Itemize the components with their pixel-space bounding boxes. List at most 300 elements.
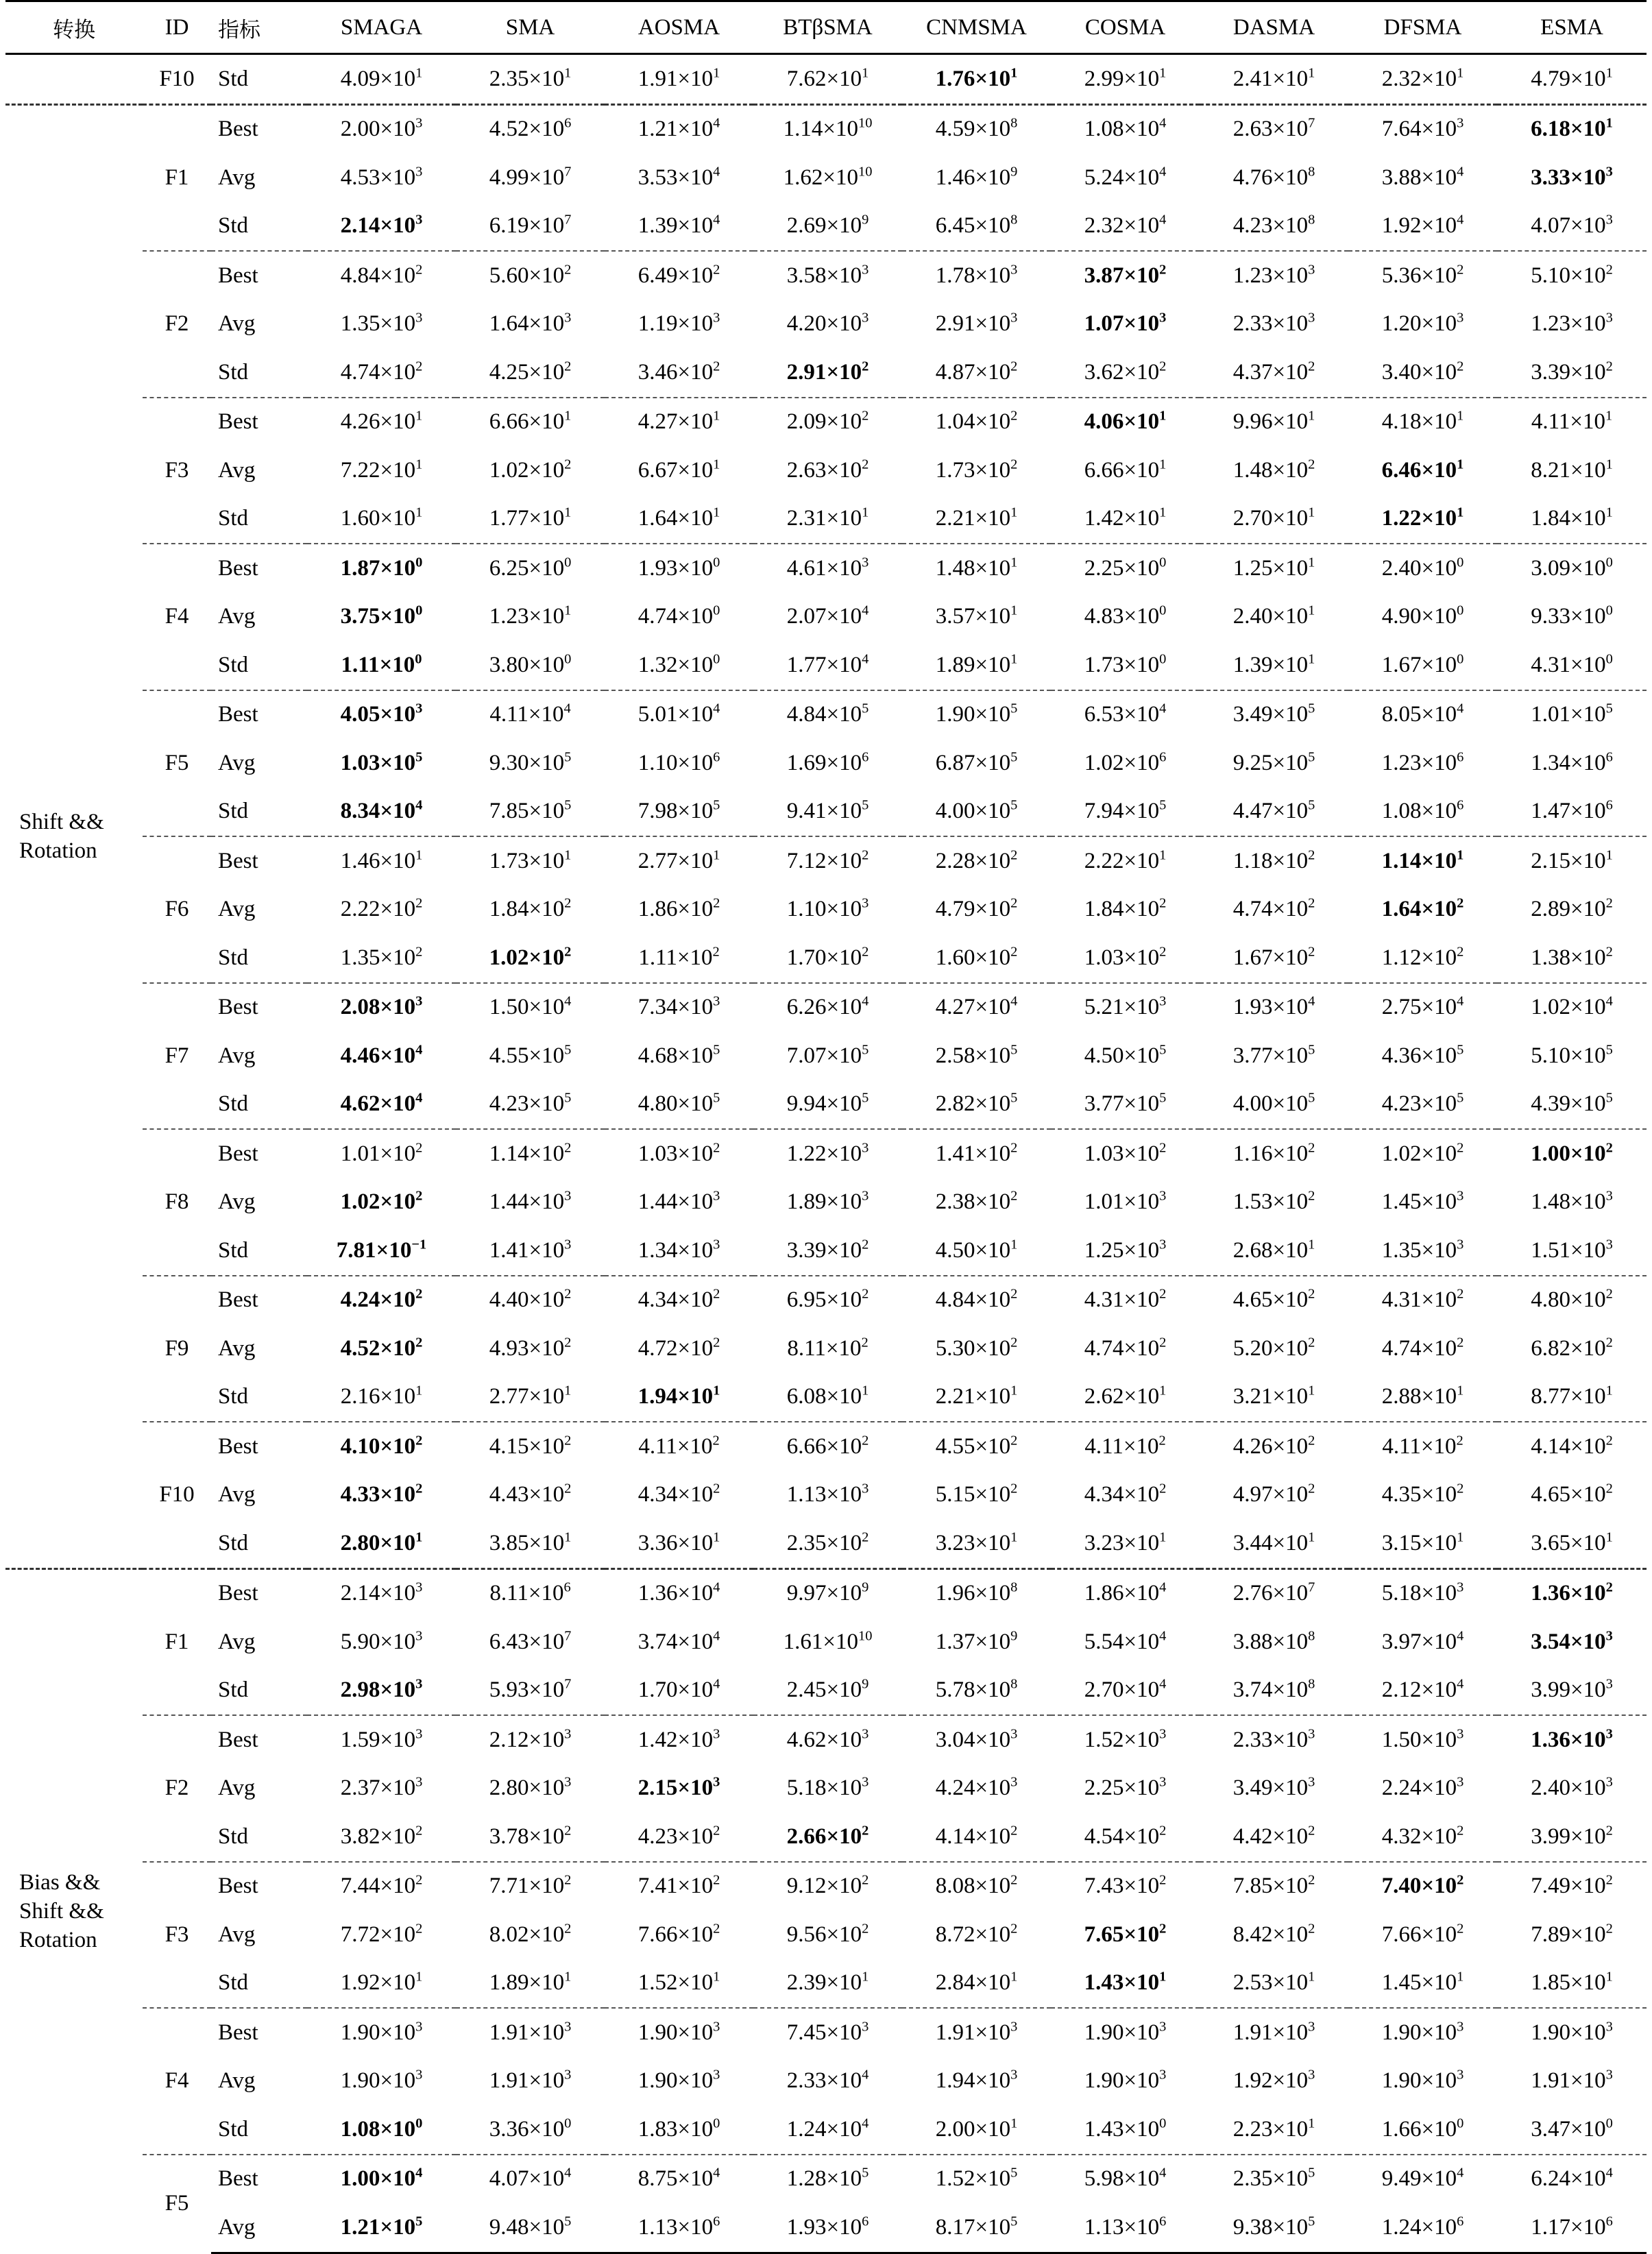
value-exponent: 2 bbox=[564, 1433, 572, 1449]
value-cell bbox=[1200, 641, 1348, 690]
value-mantissa: 1.66×10 bbox=[1381, 2116, 1457, 2142]
metric-label: Std bbox=[218, 1530, 249, 1555]
value-cell bbox=[902, 1178, 1051, 1227]
value-cell bbox=[1497, 348, 1647, 398]
metric-label: Best bbox=[211, 544, 307, 593]
value-exponent: 1 bbox=[1010, 1529, 1018, 1545]
value-cell bbox=[1497, 641, 1647, 690]
value-cell bbox=[902, 1667, 1051, 1716]
value-cell bbox=[902, 300, 1051, 349]
value-mantissa: 6.67×10 bbox=[637, 457, 714, 483]
value-exponent: 5 bbox=[564, 749, 572, 765]
value-mantissa: 5.01×10 bbox=[637, 702, 714, 727]
value-exponent: 2 bbox=[1308, 1335, 1315, 1350]
value-cell bbox=[1200, 2155, 1348, 2204]
value-cell bbox=[307, 788, 456, 837]
value-exponent: 3 bbox=[564, 1237, 572, 1252]
value-exponent: 6 bbox=[713, 749, 720, 765]
metric-label: Avg bbox=[218, 165, 256, 190]
value-mantissa: 2.16×10 bbox=[340, 1384, 416, 1409]
value-exponent: 1 bbox=[1010, 651, 1018, 667]
value-exponent: 3 bbox=[1308, 310, 1315, 326]
value-mantissa: 3.88×10 bbox=[1232, 1629, 1309, 1654]
value-exponent: 3 bbox=[415, 212, 423, 228]
value-mantissa: 2.70×10 bbox=[1084, 1677, 1160, 1703]
value-cell bbox=[456, 1080, 605, 1130]
transform-cell bbox=[5, 54, 143, 105]
value-mantissa: 7.44×10 bbox=[340, 1874, 416, 1899]
value-cell bbox=[1497, 1032, 1647, 1080]
value-cell bbox=[753, 1519, 902, 1568]
value-mantissa: 3.99×10 bbox=[1531, 1677, 1606, 1703]
value-mantissa: 3.97×10 bbox=[1381, 1629, 1457, 1654]
table-row bbox=[5, 1519, 1647, 1568]
value-mantissa: 4.74×10 bbox=[340, 359, 416, 385]
value-exponent: 2 bbox=[713, 1140, 720, 1156]
value-mantissa: 4.80×10 bbox=[637, 1091, 714, 1117]
value-exponent: 2 bbox=[1605, 262, 1613, 278]
value-mantissa: 1.02×10 bbox=[1531, 995, 1606, 1020]
value-exponent: 2 bbox=[1010, 1921, 1018, 1937]
value-cell bbox=[1051, 1862, 1200, 1911]
value-cell bbox=[307, 1911, 456, 1959]
value-mantissa: 2.24×10 bbox=[1381, 1776, 1457, 1801]
value-cell bbox=[1051, 1519, 1200, 1568]
value-exponent: 1 bbox=[713, 847, 720, 863]
value-exponent: 1 bbox=[564, 1969, 572, 1985]
value-exponent: 6 bbox=[862, 2214, 869, 2229]
function-id: F3 bbox=[143, 1862, 211, 2009]
value-cell bbox=[753, 1471, 902, 1520]
value-cell bbox=[1051, 641, 1200, 690]
metric-label: Std bbox=[218, 506, 249, 531]
metric-label: Std bbox=[218, 2116, 249, 2142]
metric-label: Std bbox=[218, 799, 249, 824]
value-cell bbox=[1497, 104, 1647, 154]
value-exponent: 3 bbox=[862, 895, 869, 911]
value-cell bbox=[1348, 1715, 1497, 1765]
value-cell bbox=[605, 202, 753, 252]
value-exponent: 0 bbox=[1605, 651, 1613, 667]
value-cell bbox=[1348, 1813, 1497, 1862]
value-exponent: 3 bbox=[713, 2019, 720, 2035]
value-exponent: 0 bbox=[1605, 555, 1613, 570]
value-exponent: 2 bbox=[564, 1823, 572, 1839]
value-mantissa: 1.23×10 bbox=[1381, 750, 1457, 775]
value-cell bbox=[1200, 2105, 1348, 2155]
value-mantissa: 1.64×10 bbox=[637, 506, 714, 531]
value-cell bbox=[1348, 983, 1497, 1032]
value-cell bbox=[753, 2105, 902, 2155]
value-mantissa: 1.84×10 bbox=[489, 897, 565, 922]
value-exponent: 4 bbox=[1605, 993, 1613, 1009]
table-row bbox=[5, 2155, 1647, 2204]
value-mantissa: 1.08×10 bbox=[340, 2116, 416, 2142]
value-exponent: 1 bbox=[1159, 847, 1167, 863]
value-mantissa: 5.18×10 bbox=[1381, 1581, 1457, 1606]
value-cell bbox=[456, 251, 605, 300]
value-cell bbox=[456, 398, 605, 447]
value-exponent: 8 bbox=[1010, 1676, 1018, 1692]
value-cell bbox=[753, 1765, 902, 1813]
table-row bbox=[5, 104, 1647, 154]
value-exponent: 5 bbox=[1159, 1090, 1167, 1106]
value-exponent: 3 bbox=[415, 1726, 423, 1742]
value-mantissa: 2.45×10 bbox=[786, 1677, 862, 1703]
value-cell bbox=[307, 202, 456, 252]
value-exponent: 3 bbox=[1159, 993, 1167, 1009]
value-cell bbox=[456, 1959, 605, 2009]
value-mantissa: 4.33×10 bbox=[340, 1482, 416, 1507]
value-mantissa: 4.27×10 bbox=[935, 995, 1011, 1020]
value-mantissa: 2.91×10 bbox=[935, 311, 1011, 337]
value-mantissa: 1.89×10 bbox=[786, 1189, 862, 1215]
value-cell bbox=[1051, 398, 1200, 447]
value-exponent: 1 bbox=[862, 1383, 869, 1398]
value-cell bbox=[1200, 1911, 1348, 1959]
value-mantissa: 1.76×10 bbox=[935, 66, 1011, 91]
value-cell bbox=[1200, 300, 1348, 349]
value-exponent: 1 bbox=[1605, 65, 1613, 81]
value-mantissa: 4.34×10 bbox=[1084, 1482, 1160, 1507]
value-cell bbox=[307, 54, 456, 105]
value-cell bbox=[605, 1813, 753, 1862]
value-mantissa: 6.45×10 bbox=[935, 213, 1011, 239]
table-row bbox=[5, 739, 1647, 788]
value-mantissa: 2.00×10 bbox=[340, 117, 416, 142]
value-exponent: 1 bbox=[1605, 1383, 1613, 1398]
value-cell bbox=[1200, 1862, 1348, 1911]
value-mantissa: 9.41×10 bbox=[786, 799, 862, 824]
value-exponent: 4 bbox=[1457, 993, 1464, 1009]
value-mantissa: 3.44×10 bbox=[1232, 1530, 1309, 1555]
value-cell bbox=[1497, 788, 1647, 837]
value-exponent: 2 bbox=[415, 1140, 423, 1156]
value-cell bbox=[456, 1471, 605, 1520]
value-exponent: 1 bbox=[564, 1383, 572, 1398]
value-exponent: 4 bbox=[713, 164, 720, 180]
value-cell bbox=[456, 788, 605, 837]
header-row bbox=[5, 1, 1647, 54]
value-cell bbox=[1051, 1911, 1200, 1959]
metric-label: Avg bbox=[218, 1629, 256, 1654]
value-exponent: 1 bbox=[415, 505, 423, 520]
value-cell bbox=[1497, 1862, 1647, 1911]
value-cell bbox=[753, 1324, 902, 1373]
value-mantissa: 5.15×10 bbox=[935, 1482, 1011, 1507]
value-cell bbox=[753, 1422, 902, 1471]
value-exponent: 5 bbox=[862, 1042, 869, 1058]
value-cell bbox=[902, 641, 1051, 690]
value-exponent: 3 bbox=[862, 1140, 869, 1156]
algorithm-header: BTβSMA bbox=[753, 1, 902, 54]
value-exponent: 3 bbox=[1605, 2019, 1613, 2035]
value-mantissa: 1.85×10 bbox=[1531, 1970, 1606, 1996]
value-mantissa: 1.45×10 bbox=[1381, 1189, 1457, 1215]
value-cell bbox=[1200, 836, 1348, 886]
value-exponent: 6 bbox=[862, 749, 869, 765]
value-exponent: 2 bbox=[564, 262, 572, 278]
value-cell bbox=[1200, 251, 1348, 300]
value-exponent: 3 bbox=[1159, 1237, 1167, 1252]
value-cell bbox=[456, 1178, 605, 1227]
value-exponent: 9 bbox=[1010, 1628, 1018, 1644]
value-cell bbox=[1497, 593, 1647, 642]
value-cell bbox=[456, 836, 605, 886]
value-cell bbox=[307, 1226, 456, 1276]
value-exponent: 8 bbox=[1308, 164, 1315, 180]
value-mantissa: 1.89×10 bbox=[489, 1970, 565, 1996]
value-mantissa: 1.39×10 bbox=[1232, 652, 1309, 677]
metric-label: Std bbox=[218, 1970, 249, 1996]
value-mantissa: 4.99×10 bbox=[489, 165, 565, 190]
value-exponent: 2 bbox=[1159, 359, 1167, 374]
value-exponent: 5 bbox=[1308, 701, 1315, 716]
value-cell bbox=[902, 1129, 1051, 1178]
value-exponent: 1 bbox=[713, 65, 720, 81]
value-mantissa: 1.25×10 bbox=[1084, 1237, 1160, 1263]
metric-label: Avg bbox=[218, 1335, 256, 1361]
value-exponent: 9 bbox=[862, 1676, 869, 1692]
value-cell bbox=[1051, 886, 1200, 934]
value-cell bbox=[902, 1276, 1051, 1325]
metric-label: Best bbox=[211, 1422, 307, 1471]
value-exponent: 1 bbox=[1605, 505, 1613, 520]
value-mantissa: 6.66×10 bbox=[786, 1433, 862, 1459]
value-exponent: 3 bbox=[564, 1726, 572, 1742]
value-exponent: 2 bbox=[1010, 1188, 1018, 1204]
value-exponent: 2 bbox=[564, 895, 572, 911]
value-cell bbox=[1051, 1471, 1200, 1520]
value-mantissa: 4.26×10 bbox=[340, 409, 416, 435]
value-mantissa: 2.66×10 bbox=[786, 1823, 862, 1849]
value-exponent: 2 bbox=[1457, 1481, 1464, 1496]
value-mantissa: 2.12×10 bbox=[489, 1727, 565, 1752]
value-exponent: 3 bbox=[415, 701, 423, 716]
value-mantissa: 2.14×10 bbox=[340, 1581, 416, 1606]
value-exponent: 2 bbox=[713, 262, 720, 278]
value-cell bbox=[307, 1568, 456, 1618]
value-mantissa: 1.78×10 bbox=[935, 263, 1011, 288]
value-exponent: 2 bbox=[1605, 1433, 1613, 1449]
value-mantissa: 1.90×10 bbox=[1381, 2068, 1457, 2094]
value-mantissa: 4.87×10 bbox=[935, 359, 1011, 385]
value-cell bbox=[1200, 1129, 1348, 1178]
value-cell bbox=[307, 1813, 456, 1862]
table-row bbox=[5, 1129, 1647, 1178]
metric-label: Best bbox=[211, 1862, 307, 1911]
value-cell bbox=[1348, 1324, 1497, 1373]
value-exponent: 1 bbox=[1308, 1237, 1315, 1252]
value-mantissa: 1.84×10 bbox=[1531, 506, 1606, 531]
value-cell bbox=[1497, 2203, 1647, 2253]
value-exponent: 5 bbox=[1308, 797, 1315, 813]
value-mantissa: 4.14×10 bbox=[935, 1823, 1011, 1849]
value-cell bbox=[1348, 104, 1497, 154]
value-exponent: 4 bbox=[713, 1579, 720, 1595]
table-row bbox=[5, 1226, 1647, 1276]
function-id: F4 bbox=[143, 2008, 211, 2155]
value-exponent: 6 bbox=[713, 2214, 720, 2229]
transform-label-line: Rotation bbox=[19, 1927, 97, 1952]
value-cell bbox=[605, 495, 753, 544]
value-cell bbox=[1348, 2057, 1497, 2106]
value-exponent: 4 bbox=[713, 115, 720, 131]
metric-label: Avg bbox=[218, 457, 256, 483]
value-cell bbox=[902, 54, 1051, 105]
value-cell bbox=[307, 2203, 456, 2253]
value-cell bbox=[1200, 983, 1348, 1032]
value-exponent: 1 bbox=[1010, 555, 1018, 570]
value-cell bbox=[902, 1959, 1051, 2009]
value-mantissa: 1.96×10 bbox=[935, 1581, 1011, 1606]
value-mantissa: 1.13×10 bbox=[786, 1482, 862, 1507]
value-exponent: 3 bbox=[1457, 1188, 1464, 1204]
value-exponent: 2 bbox=[1308, 1872, 1315, 1888]
value-exponent: 2 bbox=[564, 944, 572, 960]
value-exponent: 3 bbox=[415, 164, 423, 180]
value-exponent: 3 bbox=[1308, 2067, 1315, 2083]
value-exponent: 2 bbox=[415, 1872, 423, 1888]
value-cell bbox=[1200, 886, 1348, 934]
value-cell bbox=[456, 154, 605, 202]
value-cell bbox=[605, 1519, 753, 1568]
value-exponent: 4 bbox=[862, 2116, 869, 2131]
value-exponent: 3 bbox=[1605, 1726, 1613, 1742]
value-mantissa: 1.21×10 bbox=[340, 2214, 416, 2240]
value-exponent: 1 bbox=[1010, 603, 1018, 618]
value-exponent: 2 bbox=[1308, 1286, 1315, 1302]
value-mantissa: 2.00×10 bbox=[935, 2116, 1011, 2142]
value-exponent: 2 bbox=[1308, 895, 1315, 911]
value-cell bbox=[902, 886, 1051, 934]
value-exponent: 1 bbox=[415, 457, 423, 472]
value-cell bbox=[456, 886, 605, 934]
value-exponent: 1 bbox=[1010, 1969, 1018, 1985]
value-cell bbox=[456, 1226, 605, 1276]
value-mantissa: 4.84×10 bbox=[340, 263, 416, 288]
value-cell bbox=[605, 641, 753, 690]
value-cell bbox=[307, 1959, 456, 2009]
value-cell bbox=[1497, 2105, 1647, 2155]
value-mantissa: 1.00×10 bbox=[340, 2166, 416, 2192]
value-cell bbox=[1051, 1667, 1200, 1716]
value-exponent: 3 bbox=[1010, 2067, 1018, 2083]
value-exponent: 2 bbox=[415, 1335, 423, 1350]
value-exponent: 2 bbox=[1159, 1872, 1167, 1888]
value-cell bbox=[902, 2057, 1051, 2106]
value-exponent: 3 bbox=[862, 1726, 869, 1742]
value-cell bbox=[753, 1373, 902, 1422]
value-exponent: 3 bbox=[1457, 2019, 1464, 2035]
value-exponent: 5 bbox=[1010, 749, 1018, 765]
value-exponent: 4 bbox=[564, 993, 572, 1009]
value-exponent: 3 bbox=[1457, 2067, 1464, 2083]
value-mantissa: 1.24×10 bbox=[786, 2116, 862, 2142]
value-cell bbox=[753, 2008, 902, 2057]
value-exponent: 1 bbox=[713, 1383, 720, 1398]
value-cell bbox=[307, 154, 456, 202]
value-cell bbox=[456, 1129, 605, 1178]
value-mantissa: 1.14×10 bbox=[489, 1141, 565, 1166]
value-cell bbox=[456, 1519, 605, 1568]
value-cell bbox=[1348, 544, 1497, 593]
value-cell bbox=[1497, 54, 1647, 105]
value-mantissa: 6.46×10 bbox=[1381, 457, 1457, 483]
value-mantissa: 4.79×10 bbox=[1531, 66, 1606, 91]
value-cell bbox=[307, 593, 456, 642]
value-mantissa: 1.52×10 bbox=[637, 1970, 714, 1996]
value-cell bbox=[456, 1324, 605, 1373]
value-cell bbox=[1051, 251, 1200, 300]
value-mantissa: 1.39×10 bbox=[637, 213, 714, 239]
value-exponent: 2 bbox=[415, 895, 423, 911]
value-cell bbox=[753, 202, 902, 252]
value-exponent: 4 bbox=[1605, 2165, 1613, 2181]
value-mantissa: 4.24×10 bbox=[340, 1287, 416, 1313]
value-cell bbox=[1497, 1276, 1647, 1325]
value-mantissa: 2.53×10 bbox=[1232, 1970, 1309, 1996]
value-cell bbox=[1200, 1519, 1348, 1568]
value-mantissa: 1.60×10 bbox=[935, 945, 1011, 970]
value-mantissa: 1.43×10 bbox=[1084, 1970, 1160, 1996]
value-mantissa: 3.53×10 bbox=[637, 165, 714, 190]
value-exponent: 5 bbox=[862, 701, 869, 716]
value-cell bbox=[1497, 446, 1647, 495]
value-exponent: 4 bbox=[415, 1042, 423, 1058]
value-cell bbox=[307, 1324, 456, 1373]
value-mantissa: 7.71×10 bbox=[489, 1874, 565, 1899]
value-mantissa: 4.74×10 bbox=[637, 604, 714, 629]
value-cell bbox=[753, 983, 902, 1032]
value-mantissa: 4.90×10 bbox=[1381, 604, 1457, 629]
value-mantissa: 7.89×10 bbox=[1531, 1922, 1606, 1947]
value-mantissa: 4.07×10 bbox=[489, 2166, 565, 2192]
value-cell bbox=[902, 348, 1051, 398]
value-exponent: 4 bbox=[1308, 993, 1315, 1009]
table-row bbox=[5, 983, 1647, 1032]
metric-label: Avg bbox=[218, 750, 256, 775]
value-cell bbox=[1497, 1568, 1647, 1618]
value-exponent: 5 bbox=[1605, 1090, 1613, 1106]
value-cell bbox=[1348, 739, 1497, 788]
value-mantissa: 1.41×10 bbox=[489, 1237, 565, 1263]
value-mantissa: 1.87×10 bbox=[340, 555, 416, 581]
value-exponent: 1 bbox=[415, 1383, 423, 1398]
value-exponent: 2 bbox=[415, 1921, 423, 1937]
value-mantissa: 8.11×10 bbox=[489, 1581, 564, 1606]
value-cell bbox=[1200, 934, 1348, 983]
value-mantissa: 1.41×10 bbox=[935, 1141, 1011, 1166]
value-mantissa: 2.21×10 bbox=[935, 1384, 1011, 1409]
value-cell bbox=[605, 2008, 753, 2057]
value-exponent: 2 bbox=[713, 1481, 720, 1496]
transform-label-line: Rotation bbox=[19, 838, 97, 863]
value-mantissa: 4.59×10 bbox=[935, 117, 1011, 142]
value-mantissa: 1.93×10 bbox=[786, 2214, 862, 2240]
value-exponent: 1 bbox=[1159, 1529, 1167, 1545]
value-cell bbox=[1348, 1862, 1497, 1911]
table-row bbox=[5, 202, 1647, 252]
value-mantissa: 1.02×10 bbox=[489, 457, 565, 483]
value-cell bbox=[1497, 202, 1647, 252]
value-exponent: 1 bbox=[415, 1969, 423, 1985]
value-exponent: 8 bbox=[1010, 115, 1018, 131]
function-id: F3 bbox=[143, 398, 211, 544]
value-mantissa: 7.85×10 bbox=[1232, 1874, 1309, 1899]
value-mantissa: 1.04×10 bbox=[935, 409, 1011, 435]
value-mantissa: 1.08×10 bbox=[1084, 117, 1160, 142]
